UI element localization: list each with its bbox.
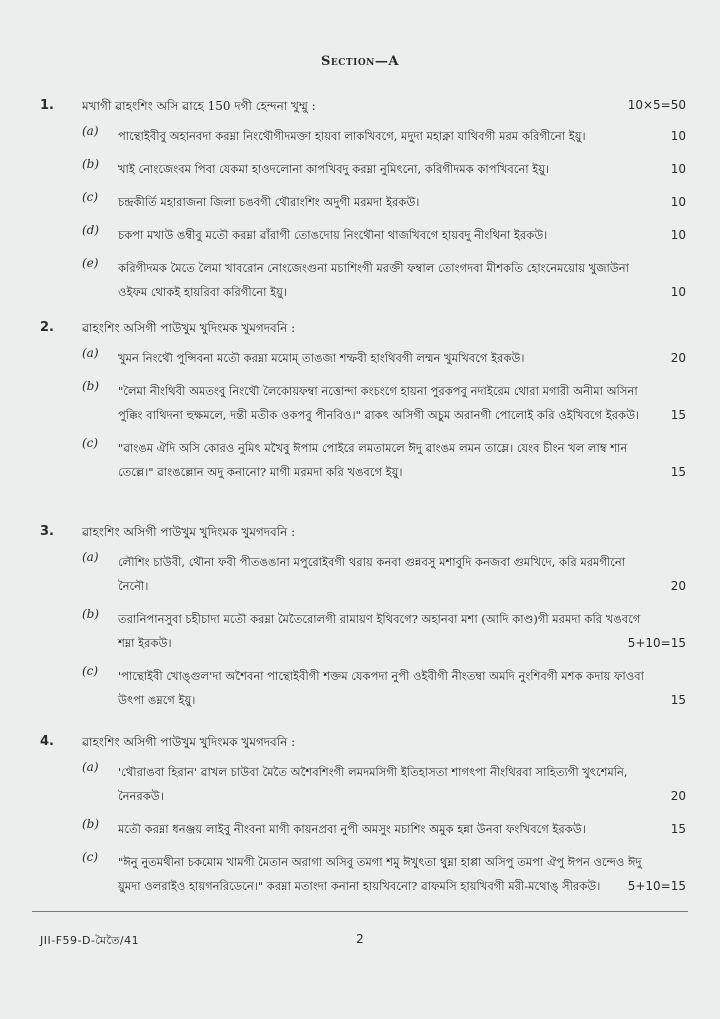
part-marks: 15 — [670, 693, 686, 707]
question-part — [0, 346, 720, 370]
part-label: (a) — [82, 346, 99, 360]
footer-divider — [32, 911, 688, 912]
question-part — [0, 256, 720, 304]
part-text: "ঈনু নুতমথীনা চকমোম খামগী মৈতান অরাগা অসিবু তমগা শমু ঈখুৎতা থুম্না হাপ্পা অসিপু তমপা ঐপু ঈপন ওন্দেও ঈদু য়ুমদা ওলরাইও হায়গনরিডেনে।" করম্না মতাংদা কনানা হায়খিবনো? ৱাফমসি হায়খিবগী মরী-মথোঙ্ সীরকউ। — [118, 855, 642, 893]
part-text: চকপা মখাউ ঙম্বীবু মতৌ করম্না ৱাঁরাগী তোঙদোয় নিংথৌনা থাজখিবগে হায়বদু নীংথিনা ইরকউ। — [118, 228, 548, 242]
part-label: (b) — [82, 379, 100, 393]
part-marks: 20 — [670, 789, 686, 803]
page-number: 2 — [356, 932, 364, 946]
part-marks: 15 — [670, 465, 686, 479]
question-part — [0, 550, 720, 598]
question-marks: 10×5=50 — [627, 98, 686, 112]
question-part — [0, 760, 720, 808]
part-text: মতৌ করম্না ধনঞ্জয় লাইবু নীংবনা মাগী কায়নপ্রবা নুপী অমসুং মচাশিং অমুক হন্না উনবা ফংখিবগে ইরকউ। — [118, 822, 586, 836]
question-part — [0, 664, 720, 712]
paper-code: JII-F59-D-মৈতৈ/41 — [40, 934, 140, 947]
question-part — [0, 850, 720, 898]
question-number: 2. — [40, 320, 54, 335]
part-marks: 20 — [670, 351, 686, 365]
question-header — [0, 524, 720, 550]
part-text: "ৱাংঙম ঐদি অসি কোরও নুমিৎ মখৈবু ঈপাম পোইরে লমতামলে ঈদু ৱাংঙম লমন তাম্লে। যেংব চীংন খল লাম্ব শান তেল্লে।" ৱাংঙল্লোন অদু কনানো? মাগী মরমদা করি খঙবগে ইয়ু। — [118, 441, 628, 479]
part-marks: 10 — [670, 285, 686, 299]
part-text: "লৈমা নীংথিবী অমতংবু নিংথৌ লৈকোয়ফম্বা নত্তোন্দা কংচংগে হায়না পুরকপবু নদাইরেম থোরা মগারী অনীমা অসিনা পুক্কিং বাথিদনা হুক্ষমলে, দন্তী মতীক ওকপবু পীনবিও।" ৱাকৎ অসিগী অচুম অরানগী পোলোই করি ওইখিবগে ইরকউ। — [118, 384, 640, 422]
part-marks: 15 — [670, 408, 686, 422]
part-text: লৌশিং চাউবী, থৌনা ফবী পীতঙঙানা মপুরোইবগী থরায় কনবা গুন্নবসু মশাবুদি কনজবা গুমখিদে, করি মরমগীনো নৈনৌ। — [118, 555, 626, 593]
question-instruction: মখাগী ৱাহংশিং অসি ৱাহে 150 দগী হেন্দনা খুম্মু : — [82, 99, 316, 113]
part-label: (b) — [82, 607, 100, 621]
part-marks: 10 — [670, 162, 686, 176]
question-header — [0, 734, 720, 760]
part-text: খাই নোংজেংবম পিবা যেকমা হাওদলোনা কাপখিবদু করম্না নুমিৎনো, করিগীদমক কাপখিবনো ইয়ু। — [118, 162, 550, 176]
part-text: করিগীদমক মৈতে লৈমা খাবরোন নোংজেংগুনা মচাশিংগী মরক্তী ফম্বাল তোংগদবা মীশকতি হোংনেময়োয় খুজাউনা ওইফম থোকই হায়রিবা করিগীনো ইয়ু। — [118, 261, 629, 299]
question-2 — [0, 320, 720, 493]
question-instruction: ৱাহংশিং অসিগী পাউখুম খুদিংমক খুমগদবনি : — [82, 525, 296, 539]
part-text: চন্দ্রকীর্তি মহারাজনা জিলা চঙবগী থৌরাংশিং অদুগী মরমদা ইরকউ। — [118, 195, 420, 209]
part-label: (d) — [82, 223, 100, 237]
question-instruction: ৱাহংশিং অসিগী পাউখুম খুদিংমক খুমগদবনি : — [82, 735, 296, 749]
question-number: 3. — [40, 524, 54, 539]
part-label: (a) — [82, 550, 99, 564]
part-text: তরানিপানসুবা চহীচাদা মতৌ করম্না মৈতৈরোলগী রামায়ণ ইথিবগে? অহানবা মশা (আদি কাণ্ড)গী মরমদা করি খঙবগে শম্না ইরকউ। — [118, 612, 641, 650]
part-label: (b) — [82, 817, 100, 831]
part-text: খুমন নিংথৌ পুন্সিবনা মতৌ করম্না মমোম্ তাঙজা শম্ফবী হাংথিবগী লম্মন খুমখিবগে ইরকউ। — [118, 351, 525, 365]
section-title: Section—A — [321, 54, 399, 69]
part-label: (e) — [82, 256, 99, 270]
question-part — [0, 817, 720, 841]
part-label: (a) — [82, 760, 99, 774]
question-number: 1. — [40, 98, 54, 113]
part-marks: 10 — [670, 129, 686, 143]
part-label: (c) — [82, 190, 99, 204]
part-text: পান্থোইবীবু অহানবদা করম্না নিংথৌগীদমক্তা হায়বা লাকখিবগে, মদুদা মহাক্না যাথিবগী মরম করিগীনো ইয়ু। — [118, 129, 586, 143]
part-label: (a) — [82, 124, 99, 138]
part-label: (c) — [82, 850, 99, 864]
question-part — [0, 436, 720, 484]
question-part — [0, 223, 720, 247]
part-marks: 5+10=15 — [627, 636, 686, 650]
question-1 — [0, 98, 720, 313]
question-part — [0, 157, 720, 181]
part-marks: 10 — [670, 228, 686, 242]
part-label: (b) — [82, 157, 100, 171]
question-number: 4. — [40, 734, 54, 749]
part-marks: 20 — [670, 579, 686, 593]
question-part — [0, 379, 720, 427]
question-part — [0, 124, 720, 148]
question-header — [0, 98, 720, 124]
part-text: 'পান্থোইবী খোঙ্গুল'দা অশৈবনা পান্থোইবীগী শক্তম যেকপদা নুপী ওইবীগী নীংতম্বা অমদি নুংশিবগী মশক কদায় ফাওবা উৎপা ঙম্নগে ইয়ু। — [118, 669, 644, 707]
question-instruction: ৱাহংশিং অসিগী পাউখুম খুদিংমক খুমগদবনি : — [82, 321, 296, 335]
part-label: (c) — [82, 664, 99, 678]
part-marks: 5+10=15 — [627, 879, 686, 893]
question-header — [0, 320, 720, 346]
part-text: 'থৌরাঙবা হিরান' ৱাখল চাউবা মৈতৈ অশৈবশিংগী লমদমসিগী ইতিহাসতা শাগৎপা নীংথিরবা সাহিত্যগী খুৎশেমনি, নৈনরকউ। — [118, 765, 628, 803]
part-marks: 10 — [670, 195, 686, 209]
part-marks: 15 — [670, 822, 686, 836]
question-3 — [0, 524, 720, 721]
question-4 — [0, 734, 720, 907]
question-part — [0, 190, 720, 214]
question-part — [0, 607, 720, 655]
part-label: (c) — [82, 436, 99, 450]
